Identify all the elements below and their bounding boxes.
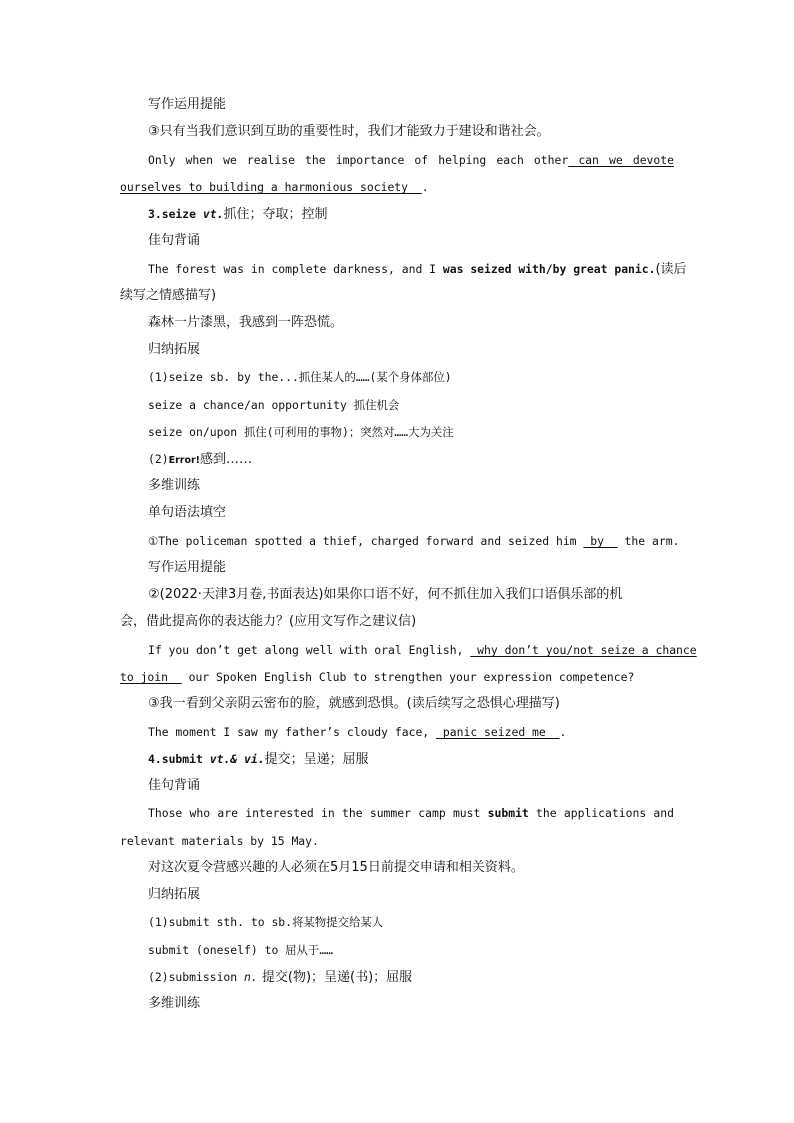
example-sentence (148, 260, 687, 279)
section-heading (148, 777, 674, 795)
heading-text: 写作运用提能 (148, 560, 227, 575)
translation (148, 859, 674, 877)
section-heading (148, 232, 674, 250)
usage-text: seize on/upon 抓住(可利用的事物)；突然对……大为关注 (148, 425, 454, 439)
sentence-text: . (421, 180, 429, 194)
answer-blank: panic seized me (436, 725, 560, 739)
usage-item (148, 423, 674, 441)
usage-text: (2) (148, 452, 169, 466)
prompt-chinese (148, 123, 674, 141)
example-sentence-cont (120, 832, 674, 850)
answer-blank: by (583, 534, 618, 548)
answer-line (148, 151, 674, 169)
sentence-text: If you don’t get along well with oral English, (148, 643, 471, 657)
usage-text: 感到…… (199, 452, 252, 467)
word-entry-heading (148, 750, 674, 769)
section-heading (148, 995, 674, 1013)
prompt-text: ③只有当我们意识到互助的重要性时，我们才能致力于建设和谐社会。 (148, 124, 550, 139)
note-text: 续写之情感描写) (120, 288, 217, 303)
usage-text: 提交(物)；呈递(书)；屈服 (257, 970, 413, 985)
error-field: Error! (168, 455, 200, 466)
heading-text: 多维训练 (148, 478, 201, 493)
definition: 抓住；夺取；控制 (223, 207, 328, 222)
sentence-text: relevant materials by 15 May. (120, 834, 319, 848)
usage-text: (1)submit sth. to sb.将某物提交给某人 (148, 915, 384, 929)
heading-text: 写作运用提能 (148, 97, 227, 112)
section-heading (148, 96, 674, 114)
heading-text: 佳句背诵 (148, 778, 201, 793)
usage-item (148, 368, 674, 386)
part-of-speech: vt. (202, 207, 224, 221)
section-heading (148, 341, 674, 359)
section-heading (148, 477, 674, 495)
prompt-text: ③我一看到父亲阴云密布的脸，就感到恐惧。(读后续写之恐惧心理描写) (148, 696, 560, 711)
usage-item (148, 941, 674, 959)
prompt-chinese (148, 695, 674, 713)
key-phrase: was seized with/by great panic. (442, 262, 656, 276)
usage-text: (2)submission (148, 970, 245, 984)
answer-blank: can we devote (568, 153, 674, 167)
sentence-text: The moment I saw my father’s cloudy face, (148, 725, 437, 739)
answer-blank: ourselves to building a harmonious society (120, 180, 422, 194)
sentence-text: our Spoken English Club to strengthen your expression competence? (181, 670, 635, 684)
usage-item (148, 396, 674, 414)
answer-line-cont (120, 178, 674, 196)
translation-text: 森林一片漆黑，我感到一阵恐慌。 (148, 315, 344, 330)
sentence-text: the arm. (617, 534, 680, 548)
word-entry-heading (148, 205, 674, 224)
usage-item (148, 450, 674, 470)
headword: 4.submit (148, 752, 210, 766)
prompt-text: ②(2022·天津3月卷,书面表达)如果你口语不好，何不抓住加入我们口语俱乐部的机 (148, 587, 623, 602)
answer-line (148, 723, 674, 741)
translation (148, 314, 674, 332)
definition: 提交；呈递；屈服 (264, 752, 369, 767)
answer-line-cont (120, 668, 674, 686)
part-of-speech: n. (244, 970, 258, 984)
section-heading (148, 559, 674, 577)
prompt-text: 会，借此提高你的表达能力？(应用文写作之建议信) (120, 614, 417, 629)
key-phrase: submit (487, 806, 529, 820)
answer-blank: why don’t you/not seize a chance (470, 643, 697, 657)
prompt-chinese (148, 586, 674, 604)
sentence-text: ①The policeman spotted a thief, charged forward and seized him (148, 534, 584, 548)
heading-text: 归纳拓展 (148, 887, 201, 902)
headword: 3.seize (148, 207, 203, 221)
sentence-text: Only when we realise the importance of helping each other (148, 153, 569, 167)
sentence-text: Those who are interested in the summer camp must (148, 806, 488, 820)
note-text: (读后 (655, 262, 687, 277)
usage-item (148, 913, 674, 931)
usage-text: (1)seize sb. by the...抓住某人的……(某个身体部位) (148, 370, 452, 384)
usage-text: submit (oneself) to 屈从于…… (148, 943, 334, 957)
heading-text: 佳句背诵 (148, 233, 201, 248)
section-heading (148, 504, 674, 522)
sentence-text: The forest was in complete darkness, and I (148, 262, 443, 276)
answer-blank: to join (120, 670, 182, 684)
translation-text: 对这次夏令营感兴趣的人必须在5月15日前提交申请和相关资料。 (148, 860, 524, 875)
answer-line (148, 641, 697, 659)
example-sentence (148, 804, 674, 822)
part-of-speech: vt.& vi. (209, 752, 265, 766)
exercise-item (148, 532, 680, 550)
example-sentence-cont (120, 287, 674, 305)
sentence-text: the applications and (528, 806, 675, 820)
section-heading (148, 886, 674, 904)
prompt-chinese-cont (120, 613, 674, 631)
sentence-text: . (559, 725, 567, 739)
heading-text: 归纳拓展 (148, 342, 201, 357)
usage-item (148, 968, 674, 987)
usage-text: seize a chance/an opportunity 抓住机会 (148, 398, 400, 412)
heading-text: 多维训练 (148, 996, 201, 1011)
heading-text: 单句语法填空 (148, 505, 227, 520)
